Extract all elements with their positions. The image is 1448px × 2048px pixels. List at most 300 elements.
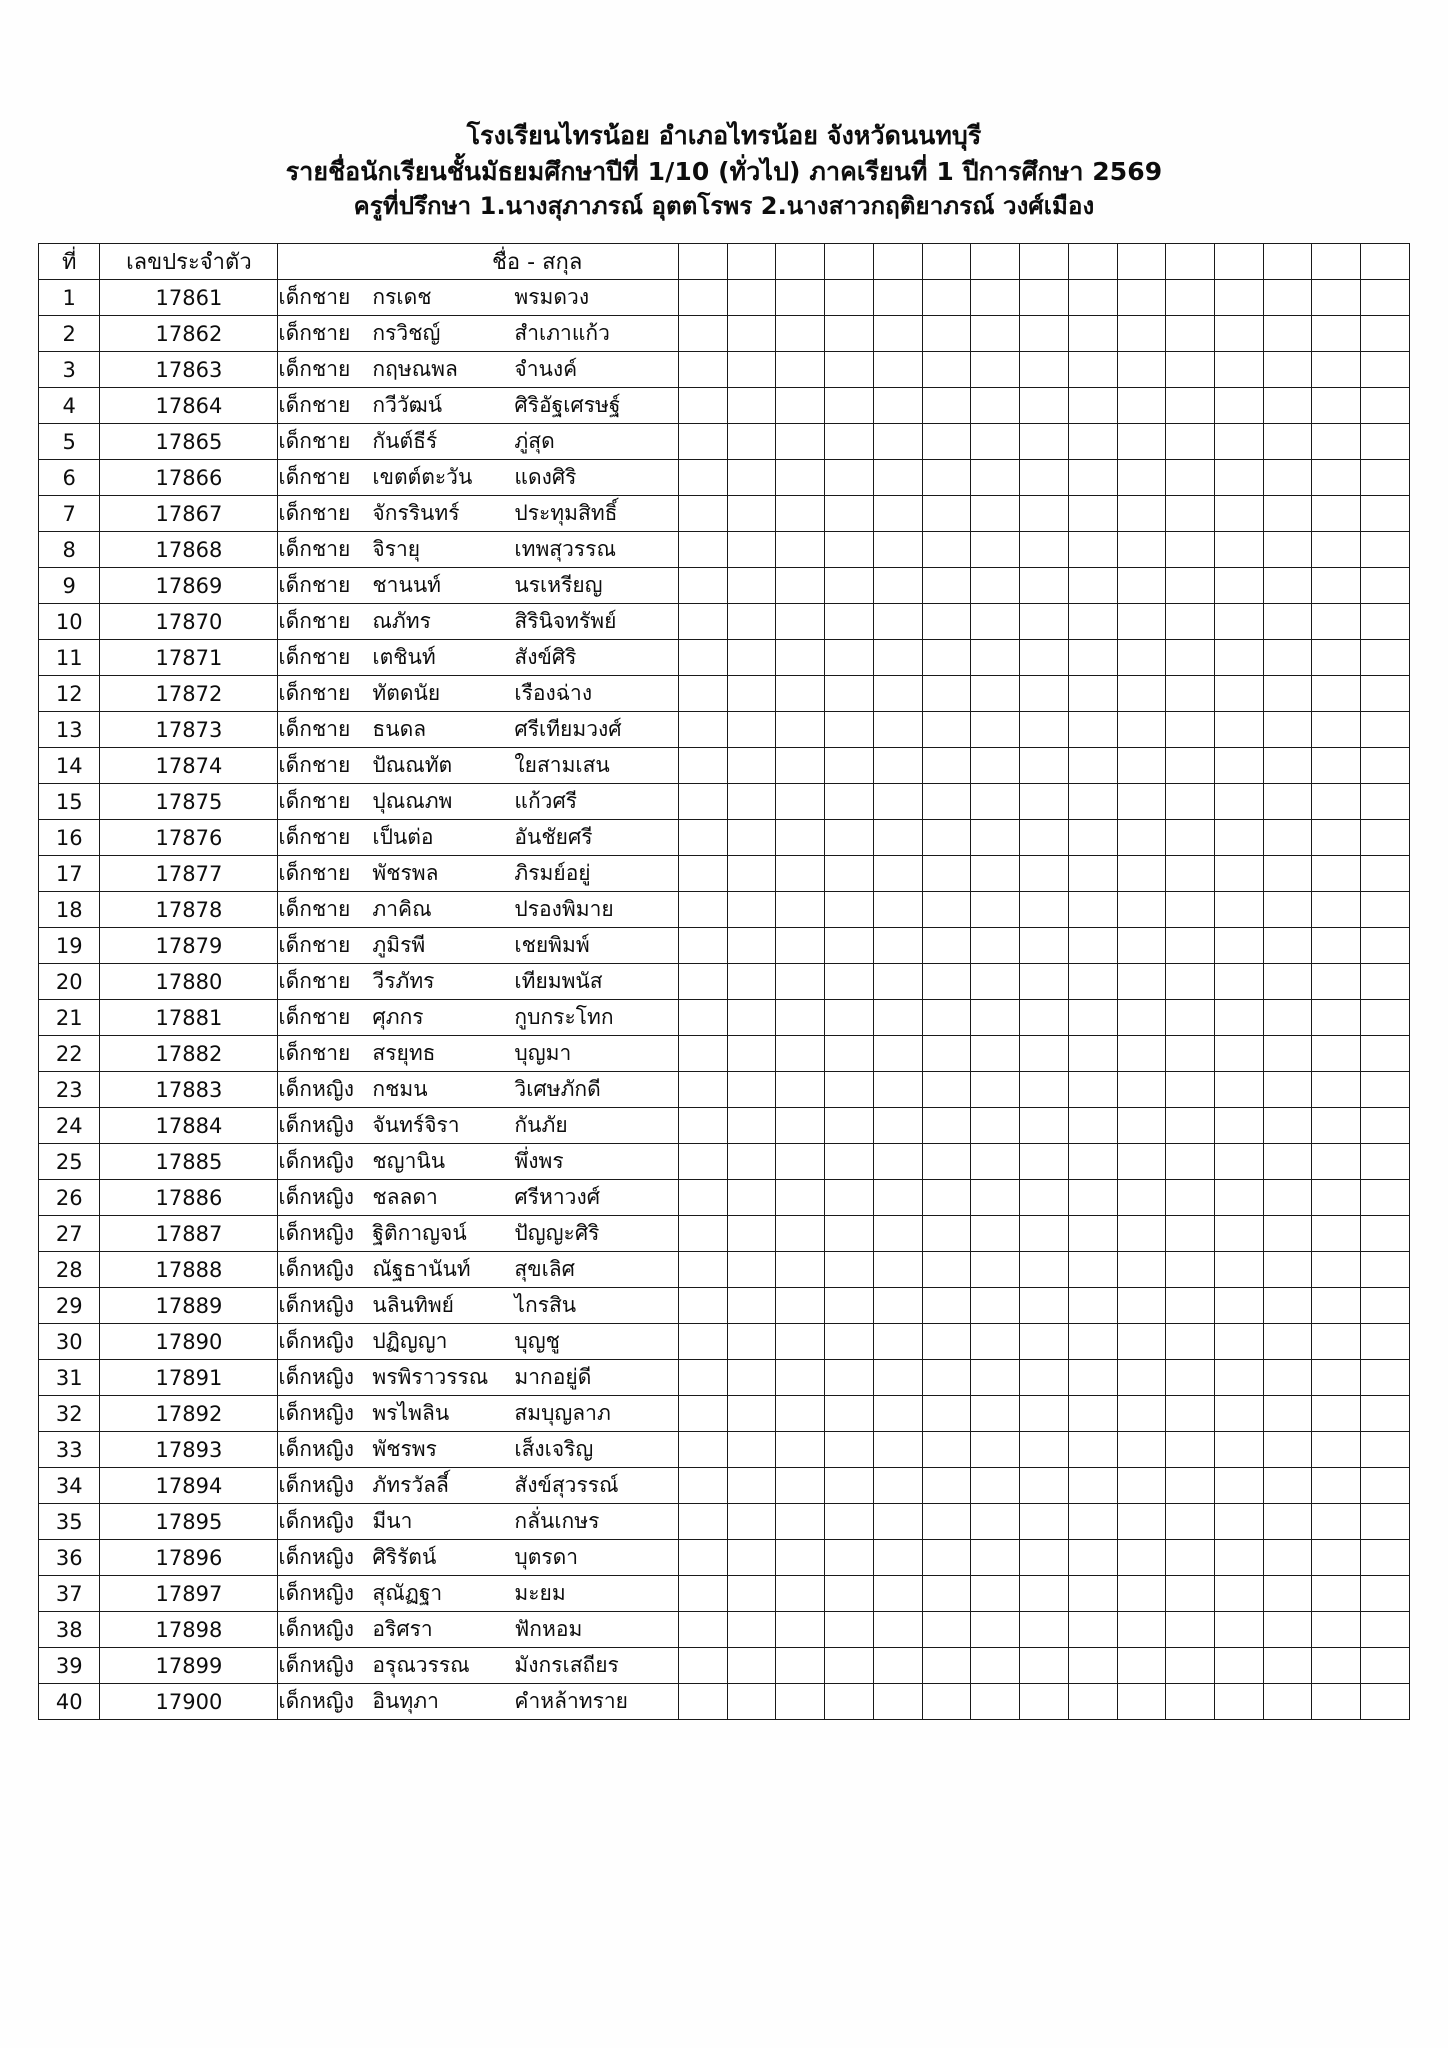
cell-blank[interactable] xyxy=(1312,1144,1361,1180)
cell-blank[interactable] xyxy=(1068,532,1117,568)
cell-blank[interactable] xyxy=(1117,460,1166,496)
cell-blank[interactable] xyxy=(1020,1144,1069,1180)
cell-blank[interactable] xyxy=(873,1288,922,1324)
cell-blank[interactable] xyxy=(1020,1396,1069,1432)
cell-blank[interactable] xyxy=(776,1504,825,1540)
cell-blank[interactable] xyxy=(1263,316,1312,352)
cell-blank[interactable] xyxy=(1312,892,1361,928)
cell-blank[interactable] xyxy=(922,1144,971,1180)
cell-blank[interactable] xyxy=(678,424,727,460)
cell-blank[interactable] xyxy=(971,748,1020,784)
cell-blank[interactable] xyxy=(776,568,825,604)
cell-blank[interactable] xyxy=(727,388,776,424)
cell-blank[interactable] xyxy=(727,352,776,388)
cell-blank[interactable] xyxy=(727,460,776,496)
cell-blank[interactable] xyxy=(776,1468,825,1504)
cell-blank[interactable] xyxy=(678,784,727,820)
cell-blank[interactable] xyxy=(971,1072,1020,1108)
cell-blank[interactable] xyxy=(1263,1360,1312,1396)
cell-blank[interactable] xyxy=(1068,856,1117,892)
cell-blank[interactable] xyxy=(1166,1000,1215,1036)
cell-blank[interactable] xyxy=(922,280,971,316)
cell-blank[interactable] xyxy=(727,1396,776,1432)
cell-blank[interactable] xyxy=(1263,1216,1312,1252)
cell-blank[interactable] xyxy=(1361,1540,1410,1576)
cell-blank[interactable] xyxy=(1068,1576,1117,1612)
cell-blank[interactable] xyxy=(1117,424,1166,460)
cell-blank[interactable] xyxy=(776,676,825,712)
cell-blank[interactable] xyxy=(776,352,825,388)
cell-blank[interactable] xyxy=(1020,604,1069,640)
cell-blank[interactable] xyxy=(1117,676,1166,712)
cell-blank[interactable] xyxy=(1020,640,1069,676)
cell-blank[interactable] xyxy=(678,820,727,856)
cell-blank[interactable] xyxy=(873,1036,922,1072)
cell-blank[interactable] xyxy=(678,1612,727,1648)
cell-blank[interactable] xyxy=(825,1612,874,1648)
cell-blank[interactable] xyxy=(1068,1144,1117,1180)
cell-blank[interactable] xyxy=(727,1360,776,1396)
cell-blank[interactable] xyxy=(678,1540,727,1576)
cell-blank[interactable] xyxy=(873,856,922,892)
cell-blank[interactable] xyxy=(922,712,971,748)
cell-blank[interactable] xyxy=(727,1648,776,1684)
cell-blank[interactable] xyxy=(1117,820,1166,856)
cell-blank[interactable] xyxy=(1312,1648,1361,1684)
cell-blank[interactable] xyxy=(727,1036,776,1072)
cell-blank[interactable] xyxy=(1214,1648,1263,1684)
cell-blank[interactable] xyxy=(922,1540,971,1576)
cell-blank[interactable] xyxy=(971,1324,1020,1360)
column-header-blank[interactable] xyxy=(1312,244,1361,280)
cell-blank[interactable] xyxy=(1214,892,1263,928)
cell-blank[interactable] xyxy=(1020,1576,1069,1612)
cell-blank[interactable] xyxy=(922,1648,971,1684)
cell-blank[interactable] xyxy=(1214,1468,1263,1504)
cell-blank[interactable] xyxy=(1166,1144,1215,1180)
cell-blank[interactable] xyxy=(1117,856,1166,892)
cell-blank[interactable] xyxy=(727,604,776,640)
cell-blank[interactable] xyxy=(1117,1396,1166,1432)
cell-blank[interactable] xyxy=(678,1216,727,1252)
cell-blank[interactable] xyxy=(1117,748,1166,784)
cell-blank[interactable] xyxy=(1312,1216,1361,1252)
cell-blank[interactable] xyxy=(1166,1540,1215,1576)
cell-blank[interactable] xyxy=(1020,892,1069,928)
cell-blank[interactable] xyxy=(971,1432,1020,1468)
cell-blank[interactable] xyxy=(1214,532,1263,568)
cell-blank[interactable] xyxy=(1312,1612,1361,1648)
cell-blank[interactable] xyxy=(1214,496,1263,532)
cell-blank[interactable] xyxy=(825,712,874,748)
cell-blank[interactable] xyxy=(678,1252,727,1288)
cell-blank[interactable] xyxy=(1312,676,1361,712)
cell-blank[interactable] xyxy=(1263,1648,1312,1684)
cell-blank[interactable] xyxy=(1214,388,1263,424)
cell-blank[interactable] xyxy=(922,784,971,820)
cell-blank[interactable] xyxy=(678,964,727,1000)
cell-blank[interactable] xyxy=(678,640,727,676)
cell-blank[interactable] xyxy=(971,928,1020,964)
cell-blank[interactable] xyxy=(776,1108,825,1144)
cell-blank[interactable] xyxy=(1166,460,1215,496)
cell-blank[interactable] xyxy=(1166,1432,1215,1468)
cell-blank[interactable] xyxy=(1312,1468,1361,1504)
cell-blank[interactable] xyxy=(971,424,1020,460)
cell-blank[interactable] xyxy=(776,460,825,496)
cell-blank[interactable] xyxy=(1117,568,1166,604)
cell-blank[interactable] xyxy=(825,820,874,856)
cell-blank[interactable] xyxy=(1312,316,1361,352)
cell-blank[interactable] xyxy=(727,1432,776,1468)
cell-blank[interactable] xyxy=(727,928,776,964)
cell-blank[interactable] xyxy=(825,604,874,640)
cell-blank[interactable] xyxy=(971,1216,1020,1252)
cell-blank[interactable] xyxy=(1166,1252,1215,1288)
cell-blank[interactable] xyxy=(1312,1684,1361,1720)
cell-blank[interactable] xyxy=(776,496,825,532)
cell-blank[interactable] xyxy=(1312,1540,1361,1576)
cell-blank[interactable] xyxy=(825,280,874,316)
cell-blank[interactable] xyxy=(873,712,922,748)
cell-blank[interactable] xyxy=(873,640,922,676)
cell-blank[interactable] xyxy=(1263,532,1312,568)
cell-blank[interactable] xyxy=(1068,280,1117,316)
cell-blank[interactable] xyxy=(971,388,1020,424)
cell-blank[interactable] xyxy=(1361,1576,1410,1612)
cell-blank[interactable] xyxy=(873,964,922,1000)
cell-blank[interactable] xyxy=(776,1252,825,1288)
cell-blank[interactable] xyxy=(1117,604,1166,640)
cell-blank[interactable] xyxy=(1312,1252,1361,1288)
cell-blank[interactable] xyxy=(873,748,922,784)
cell-blank[interactable] xyxy=(1263,856,1312,892)
cell-blank[interactable] xyxy=(1068,1504,1117,1540)
cell-blank[interactable] xyxy=(922,1180,971,1216)
column-header-blank[interactable] xyxy=(1068,244,1117,280)
cell-blank[interactable] xyxy=(825,676,874,712)
cell-blank[interactable] xyxy=(1263,496,1312,532)
cell-blank[interactable] xyxy=(825,532,874,568)
cell-blank[interactable] xyxy=(1068,1180,1117,1216)
cell-blank[interactable] xyxy=(873,1468,922,1504)
cell-blank[interactable] xyxy=(776,1288,825,1324)
cell-blank[interactable] xyxy=(1214,676,1263,712)
cell-blank[interactable] xyxy=(1166,496,1215,532)
cell-blank[interactable] xyxy=(1166,1396,1215,1432)
cell-blank[interactable] xyxy=(678,1576,727,1612)
cell-blank[interactable] xyxy=(776,1036,825,1072)
column-header-blank[interactable] xyxy=(678,244,727,280)
cell-blank[interactable] xyxy=(1361,604,1410,640)
cell-blank[interactable] xyxy=(678,604,727,640)
cell-blank[interactable] xyxy=(1361,1648,1410,1684)
column-header-blank[interactable] xyxy=(1361,244,1410,280)
cell-blank[interactable] xyxy=(1020,424,1069,460)
cell-blank[interactable] xyxy=(727,712,776,748)
cell-blank[interactable] xyxy=(1166,676,1215,712)
cell-blank[interactable] xyxy=(1020,1180,1069,1216)
cell-blank[interactable] xyxy=(1117,1540,1166,1576)
cell-blank[interactable] xyxy=(873,1396,922,1432)
cell-blank[interactable] xyxy=(1214,1360,1263,1396)
cell-blank[interactable] xyxy=(1214,1612,1263,1648)
cell-blank[interactable] xyxy=(1263,712,1312,748)
cell-blank[interactable] xyxy=(776,1360,825,1396)
cell-blank[interactable] xyxy=(1312,784,1361,820)
cell-blank[interactable] xyxy=(1312,820,1361,856)
cell-blank[interactable] xyxy=(825,1360,874,1396)
cell-blank[interactable] xyxy=(1020,1108,1069,1144)
cell-blank[interactable] xyxy=(1020,748,1069,784)
cell-blank[interactable] xyxy=(1117,1360,1166,1396)
cell-blank[interactable] xyxy=(1068,1648,1117,1684)
cell-blank[interactable] xyxy=(1214,1000,1263,1036)
cell-blank[interactable] xyxy=(727,856,776,892)
cell-blank[interactable] xyxy=(1214,1324,1263,1360)
cell-blank[interactable] xyxy=(922,316,971,352)
cell-blank[interactable] xyxy=(1166,1468,1215,1504)
cell-blank[interactable] xyxy=(1166,784,1215,820)
cell-blank[interactable] xyxy=(922,604,971,640)
cell-blank[interactable] xyxy=(1361,1072,1410,1108)
cell-blank[interactable] xyxy=(1361,388,1410,424)
cell-blank[interactable] xyxy=(1361,568,1410,604)
cell-blank[interactable] xyxy=(727,568,776,604)
cell-blank[interactable] xyxy=(1166,1036,1215,1072)
cell-blank[interactable] xyxy=(1214,1108,1263,1144)
cell-blank[interactable] xyxy=(1214,1684,1263,1720)
cell-blank[interactable] xyxy=(1020,856,1069,892)
cell-blank[interactable] xyxy=(1361,1000,1410,1036)
cell-blank[interactable] xyxy=(1068,964,1117,1000)
cell-blank[interactable] xyxy=(1068,424,1117,460)
cell-blank[interactable] xyxy=(776,316,825,352)
cell-blank[interactable] xyxy=(776,1612,825,1648)
cell-blank[interactable] xyxy=(727,676,776,712)
cell-blank[interactable] xyxy=(1020,820,1069,856)
cell-blank[interactable] xyxy=(825,1036,874,1072)
cell-blank[interactable] xyxy=(1020,1468,1069,1504)
cell-blank[interactable] xyxy=(873,352,922,388)
cell-blank[interactable] xyxy=(1166,712,1215,748)
cell-blank[interactable] xyxy=(1312,856,1361,892)
cell-blank[interactable] xyxy=(1166,1360,1215,1396)
cell-blank[interactable] xyxy=(1020,1324,1069,1360)
cell-blank[interactable] xyxy=(1166,1216,1215,1252)
cell-blank[interactable] xyxy=(1020,1540,1069,1576)
cell-blank[interactable] xyxy=(971,856,1020,892)
cell-blank[interactable] xyxy=(1166,820,1215,856)
cell-blank[interactable] xyxy=(1312,1000,1361,1036)
cell-blank[interactable] xyxy=(678,856,727,892)
cell-blank[interactable] xyxy=(1117,640,1166,676)
cell-blank[interactable] xyxy=(825,1648,874,1684)
cell-blank[interactable] xyxy=(727,1072,776,1108)
cell-blank[interactable] xyxy=(776,784,825,820)
cell-blank[interactable] xyxy=(971,1288,1020,1324)
cell-blank[interactable] xyxy=(922,568,971,604)
cell-blank[interactable] xyxy=(971,1000,1020,1036)
cell-blank[interactable] xyxy=(873,1072,922,1108)
cell-blank[interactable] xyxy=(1166,1612,1215,1648)
cell-blank[interactable] xyxy=(971,1504,1020,1540)
cell-blank[interactable] xyxy=(922,748,971,784)
cell-blank[interactable] xyxy=(1312,1180,1361,1216)
cell-blank[interactable] xyxy=(873,1648,922,1684)
cell-blank[interactable] xyxy=(1263,892,1312,928)
cell-blank[interactable] xyxy=(1166,352,1215,388)
cell-blank[interactable] xyxy=(922,640,971,676)
cell-blank[interactable] xyxy=(727,1504,776,1540)
cell-blank[interactable] xyxy=(678,532,727,568)
cell-blank[interactable] xyxy=(1068,1540,1117,1576)
column-header-blank[interactable] xyxy=(825,244,874,280)
cell-blank[interactable] xyxy=(1361,928,1410,964)
cell-blank[interactable] xyxy=(1312,532,1361,568)
cell-blank[interactable] xyxy=(1361,856,1410,892)
cell-blank[interactable] xyxy=(1166,1504,1215,1540)
cell-blank[interactable] xyxy=(825,1684,874,1720)
cell-blank[interactable] xyxy=(873,1540,922,1576)
cell-blank[interactable] xyxy=(825,496,874,532)
cell-blank[interactable] xyxy=(825,1324,874,1360)
cell-blank[interactable] xyxy=(1020,1072,1069,1108)
cell-blank[interactable] xyxy=(1214,748,1263,784)
cell-blank[interactable] xyxy=(971,496,1020,532)
cell-blank[interactable] xyxy=(1312,1324,1361,1360)
cell-blank[interactable] xyxy=(1312,352,1361,388)
cell-blank[interactable] xyxy=(971,1180,1020,1216)
cell-blank[interactable] xyxy=(1263,1072,1312,1108)
cell-blank[interactable] xyxy=(971,1540,1020,1576)
cell-blank[interactable] xyxy=(873,820,922,856)
cell-blank[interactable] xyxy=(1117,1072,1166,1108)
cell-blank[interactable] xyxy=(1263,928,1312,964)
cell-blank[interactable] xyxy=(1068,820,1117,856)
cell-blank[interactable] xyxy=(1214,1180,1263,1216)
cell-blank[interactable] xyxy=(1312,1432,1361,1468)
cell-blank[interactable] xyxy=(825,640,874,676)
cell-blank[interactable] xyxy=(1361,316,1410,352)
cell-blank[interactable] xyxy=(1263,1432,1312,1468)
cell-blank[interactable] xyxy=(678,1144,727,1180)
cell-blank[interactable] xyxy=(1166,1324,1215,1360)
cell-blank[interactable] xyxy=(1020,1000,1069,1036)
cell-blank[interactable] xyxy=(922,856,971,892)
cell-blank[interactable] xyxy=(1214,1504,1263,1540)
cell-blank[interactable] xyxy=(1312,1360,1361,1396)
cell-blank[interactable] xyxy=(1020,784,1069,820)
cell-blank[interactable] xyxy=(1068,316,1117,352)
cell-blank[interactable] xyxy=(873,1612,922,1648)
cell-blank[interactable] xyxy=(1312,1072,1361,1108)
cell-blank[interactable] xyxy=(727,280,776,316)
cell-blank[interactable] xyxy=(825,1180,874,1216)
cell-blank[interactable] xyxy=(776,748,825,784)
cell-blank[interactable] xyxy=(825,1108,874,1144)
column-header-blank[interactable] xyxy=(776,244,825,280)
cell-blank[interactable] xyxy=(1117,532,1166,568)
cell-blank[interactable] xyxy=(727,1000,776,1036)
cell-blank[interactable] xyxy=(1263,1288,1312,1324)
cell-blank[interactable] xyxy=(727,1252,776,1288)
cell-blank[interactable] xyxy=(825,352,874,388)
cell-blank[interactable] xyxy=(1166,964,1215,1000)
cell-blank[interactable] xyxy=(1068,1252,1117,1288)
cell-blank[interactable] xyxy=(727,1144,776,1180)
cell-blank[interactable] xyxy=(971,1252,1020,1288)
cell-blank[interactable] xyxy=(1068,496,1117,532)
cell-blank[interactable] xyxy=(1263,1396,1312,1432)
cell-blank[interactable] xyxy=(727,532,776,568)
cell-blank[interactable] xyxy=(1068,748,1117,784)
cell-blank[interactable] xyxy=(1214,280,1263,316)
cell-blank[interactable] xyxy=(776,1216,825,1252)
cell-blank[interactable] xyxy=(1020,388,1069,424)
cell-blank[interactable] xyxy=(1020,928,1069,964)
cell-blank[interactable] xyxy=(1312,640,1361,676)
cell-blank[interactable] xyxy=(1020,496,1069,532)
cell-blank[interactable] xyxy=(678,316,727,352)
cell-blank[interactable] xyxy=(678,1360,727,1396)
cell-blank[interactable] xyxy=(1068,784,1117,820)
cell-blank[interactable] xyxy=(776,712,825,748)
cell-blank[interactable] xyxy=(1020,1036,1069,1072)
cell-blank[interactable] xyxy=(1263,1252,1312,1288)
cell-blank[interactable] xyxy=(1312,496,1361,532)
cell-blank[interactable] xyxy=(825,424,874,460)
cell-blank[interactable] xyxy=(1117,1144,1166,1180)
cell-blank[interactable] xyxy=(873,1360,922,1396)
cell-blank[interactable] xyxy=(922,388,971,424)
cell-blank[interactable] xyxy=(1361,1252,1410,1288)
cell-blank[interactable] xyxy=(825,460,874,496)
cell-blank[interactable] xyxy=(1117,1504,1166,1540)
column-header-blank[interactable] xyxy=(727,244,776,280)
cell-blank[interactable] xyxy=(727,1612,776,1648)
cell-blank[interactable] xyxy=(1361,1360,1410,1396)
cell-blank[interactable] xyxy=(825,784,874,820)
cell-blank[interactable] xyxy=(678,1072,727,1108)
cell-blank[interactable] xyxy=(1214,964,1263,1000)
cell-blank[interactable] xyxy=(1263,1144,1312,1180)
cell-blank[interactable] xyxy=(1117,1432,1166,1468)
cell-blank[interactable] xyxy=(776,424,825,460)
cell-blank[interactable] xyxy=(727,496,776,532)
cell-blank[interactable] xyxy=(776,964,825,1000)
cell-blank[interactable] xyxy=(922,1216,971,1252)
cell-blank[interactable] xyxy=(1263,388,1312,424)
cell-blank[interactable] xyxy=(1361,1144,1410,1180)
cell-blank[interactable] xyxy=(873,1180,922,1216)
cell-blank[interactable] xyxy=(1214,316,1263,352)
cell-blank[interactable] xyxy=(1214,1036,1263,1072)
cell-blank[interactable] xyxy=(1214,424,1263,460)
cell-blank[interactable] xyxy=(1214,784,1263,820)
cell-blank[interactable] xyxy=(922,1432,971,1468)
cell-blank[interactable] xyxy=(971,604,1020,640)
cell-blank[interactable] xyxy=(1214,1576,1263,1612)
cell-blank[interactable] xyxy=(825,1000,874,1036)
cell-blank[interactable] xyxy=(1361,1432,1410,1468)
cell-blank[interactable] xyxy=(1020,532,1069,568)
cell-blank[interactable] xyxy=(922,352,971,388)
cell-blank[interactable] xyxy=(1117,928,1166,964)
cell-blank[interactable] xyxy=(1117,1036,1166,1072)
column-header-blank[interactable] xyxy=(1214,244,1263,280)
cell-blank[interactable] xyxy=(678,1180,727,1216)
